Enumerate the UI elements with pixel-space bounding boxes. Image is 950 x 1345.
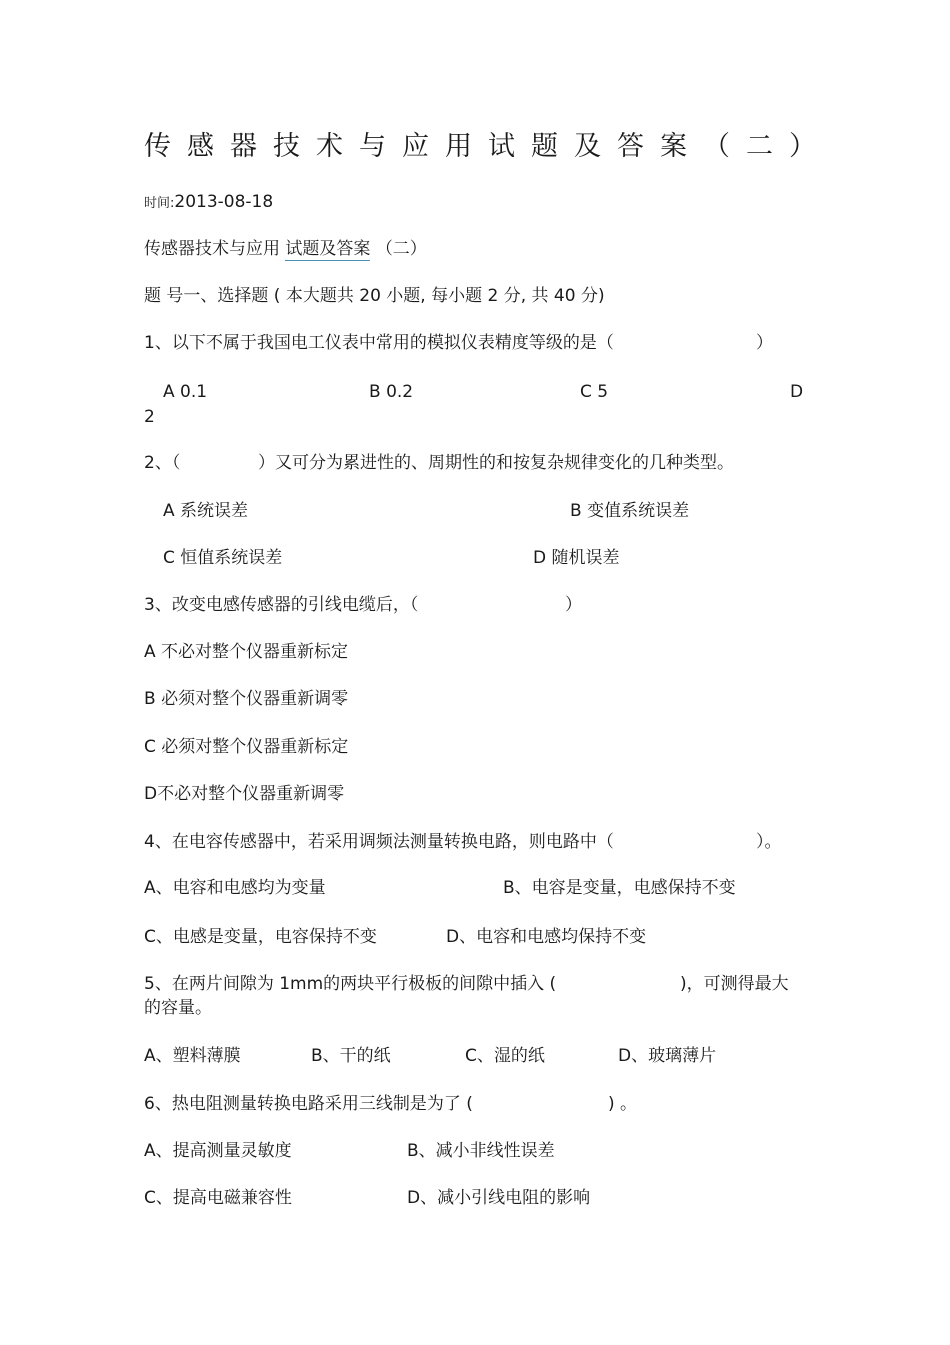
- question-5-close: )，可测得最大: [680, 974, 789, 994]
- question-5-option-a: A、塑料薄膜: [144, 1046, 241, 1066]
- question-3-close: ）: [565, 595, 582, 615]
- question-6-option-b: B、减小非线性误差: [407, 1141, 555, 1161]
- question-1-option-c: C 5: [580, 382, 609, 402]
- publish-date: [144, 191, 273, 215]
- question-4-option-a: A、电容和电感均为变量: [144, 878, 326, 898]
- question-3-option-a: A 不必对整个仪器重新标定: [144, 642, 349, 662]
- date-value: 2013-08-18: [174, 192, 274, 212]
- question-5-option-d: D、玻璃薄片: [618, 1046, 717, 1066]
- question-3-option-b: B 必须对整个仪器重新调零: [144, 689, 349, 709]
- question-2-option-b: B 变值系统误差: [570, 501, 690, 521]
- question-1-option-d-value: 2: [144, 407, 155, 427]
- question-1-option-a: A 0.1: [163, 382, 208, 402]
- question-3-stem: 3、改变电感传感器的引线电缆后，（: [144, 595, 419, 615]
- subtitle-right: （二）: [375, 239, 427, 259]
- question-5-stem-continued: 的容量。: [144, 998, 212, 1018]
- question-1-option-b: B 0.2: [369, 382, 414, 402]
- question-2-stem: ）又可分为累进性的、周期性的和按复杂规律变化的几种类型。: [258, 453, 734, 473]
- question-5-option-b: B、干的纸: [311, 1046, 391, 1066]
- subtitle-link[interactable]: 试题及答案: [285, 239, 371, 259]
- document-title: 传感器技术与应用试题及答案（二）: [144, 131, 832, 162]
- subtitle: [144, 238, 427, 260]
- question-4-close: ）。: [756, 832, 782, 852]
- question-6-option-c: C、提高电磁兼容性: [144, 1188, 292, 1208]
- question-1-option-d-letter: D: [790, 382, 804, 402]
- question-1-close: ）: [756, 333, 773, 353]
- subtitle-left: 传感器技术与应用: [144, 239, 280, 259]
- question-5-option-c: C、湿的纸: [465, 1046, 545, 1066]
- question-3-option-d: D不必对整个仪器重新调零: [144, 784, 345, 804]
- question-6-close: ) 。: [608, 1094, 638, 1114]
- section-heading: 题 号一、选择题 ( 本大题共 20 小题, 每小题 2 分, 共 40 分): [144, 286, 605, 306]
- question-2-option-a: A 系统误差: [163, 501, 249, 521]
- question-2-option-c: C 恒值系统误差: [163, 548, 283, 568]
- question-6-option-a: A、提高测量灵敏度: [144, 1141, 292, 1161]
- question-3-option-c: C 必须对整个仪器重新标定: [144, 737, 349, 757]
- question-4-option-d: D、电容和电感均保持不变: [446, 927, 647, 947]
- question-4-option-b: B、电容是变量，电感保持不变: [503, 878, 736, 898]
- question-1-stem: 1、以下不属于我国电工仪表中常用的模拟仪表精度等级的是（: [144, 333, 614, 353]
- question-6-stem: 6、热电阻测量转换电路采用三线制是为了 (: [144, 1094, 473, 1114]
- question-4-stem: 4、在电容传感器中，若采用调频法测量转换电路，则电路中（: [144, 832, 614, 852]
- question-5-stem: 5、在两片间隙为 1mm的两块平行极板的间隙中插入 (: [144, 974, 557, 994]
- question-2-option-d: D 随机误差: [533, 548, 620, 568]
- question-2-open: 2、（: [144, 453, 181, 473]
- date-prefix: 时间:: [144, 196, 175, 211]
- question-4-option-c: C、电感是变量，电容保持不变: [144, 927, 377, 947]
- question-6-option-d: D、减小引线电阻的影响: [407, 1188, 591, 1208]
